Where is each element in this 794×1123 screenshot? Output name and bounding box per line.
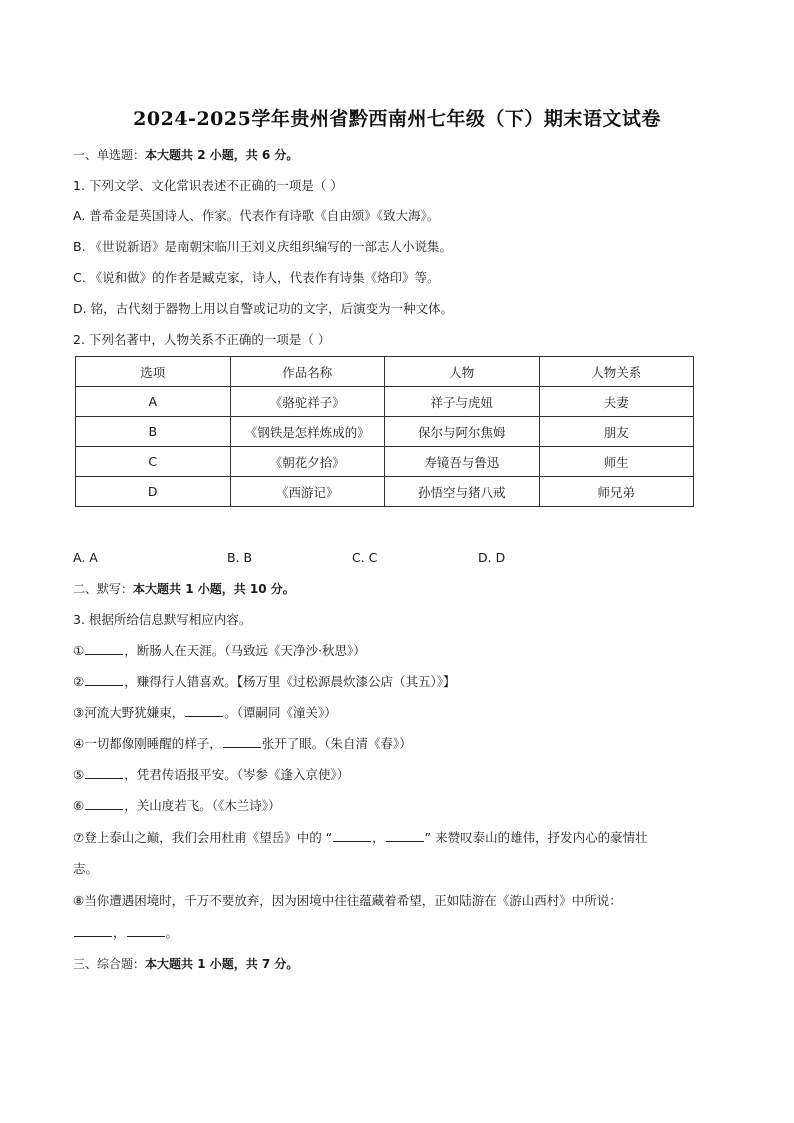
- q3-line-7: [73, 829, 648, 847]
- line-text: ②: [73, 674, 85, 689]
- line-text: 。（谭嗣同《潼关》）: [224, 705, 337, 720]
- line-text: 张开了眼。（朱自清《春》）: [261, 736, 412, 751]
- table-header-cell: 选项: [76, 357, 231, 387]
- table-cell: 祥子与虎妞: [385, 387, 540, 417]
- q2-option-c: C. C: [352, 550, 378, 565]
- q1-option-d: D. 铭，古代刻于器物上用以自警或记功的文字，后演变为一种文体。: [73, 301, 454, 316]
- section-2-desc: 本大题共 1 小题，共 10 分。: [133, 582, 295, 596]
- q1-option-c: C. 《说和做》的作者是臧克家，诗人，代表作有诗集《烙印》等。: [73, 270, 440, 285]
- q2-option-b: B. B: [227, 550, 253, 565]
- q2-option-a: A. A: [73, 550, 98, 565]
- answer-blank[interactable]: [386, 829, 424, 842]
- line-text: ①: [73, 643, 85, 658]
- table-row: [76, 477, 694, 507]
- q3-line-4: [73, 735, 412, 753]
- answer-blank[interactable]: [223, 735, 261, 748]
- q1-option-a: A. 普希金是英国诗人、作家。代表作有诗歌《自由颂》《致大海》。: [73, 208, 440, 223]
- table-header-cell: 作品名称: [230, 357, 385, 387]
- line-text: ，: [113, 925, 126, 940]
- table-row: [76, 417, 694, 447]
- line-text: 。: [165, 925, 179, 940]
- table-cell: 朋友: [539, 417, 694, 447]
- q3-line-6: [73, 797, 280, 815]
- table-header-cell: 人物关系: [539, 357, 694, 387]
- line-text: ⑦登上泰山之巅，我们会用杜甫《望岳》中的 “: [73, 830, 333, 845]
- q3-line-5: [73, 766, 349, 784]
- table-cell: 《西游记》: [230, 477, 385, 507]
- relation-table: [75, 356, 694, 507]
- line-text: ④一切都像刚睡醒的样子，: [73, 736, 222, 751]
- answer-blank[interactable]: [185, 704, 223, 717]
- table-cell: C: [76, 447, 231, 477]
- line-text: ” 来赞叹泰山的雄伟，抒发内心的豪情壮: [424, 830, 648, 845]
- q3-line-2: [73, 673, 455, 691]
- q3-line-8-answers: [73, 924, 178, 942]
- table-cell: 夫妻: [539, 387, 694, 417]
- table-cell: 《朝花夕拾》: [230, 447, 385, 477]
- answer-blank[interactable]: [85, 797, 123, 810]
- table-row: [76, 387, 694, 417]
- section-3-heading: [73, 955, 298, 973]
- q3-line-7-cont: 志。: [73, 861, 99, 876]
- section-2-heading: [73, 580, 295, 598]
- line-text: ，: [372, 830, 385, 845]
- section-3-label: 三、综合题：: [73, 957, 146, 971]
- table-cell: 师生: [539, 447, 694, 477]
- table-cell: 《骆驼祥子》: [230, 387, 385, 417]
- line-text: ，凭君传语报平安。（岑参《逢入京使》）: [124, 767, 350, 782]
- section-2-label: 二、默写：: [73, 582, 134, 596]
- table-cell: 保尔与阿尔焦姆: [385, 417, 540, 447]
- q2-option-d: D. D: [478, 550, 506, 565]
- table-header-cell: 人物: [385, 357, 540, 387]
- table-cell: 寿镜吾与鲁迅: [385, 447, 540, 477]
- q1-option-b: B. 《世说新语》是南朝宋临川王刘义庆组织编写的一部志人小说集。: [73, 239, 453, 254]
- table-header-row: [76, 357, 694, 387]
- table-cell: 师兄弟: [539, 477, 694, 507]
- answer-blank[interactable]: [85, 642, 123, 655]
- answer-blank[interactable]: [85, 766, 123, 779]
- section-1-desc: 本大题共 2 小题，共 6 分。: [145, 148, 299, 162]
- answer-blank[interactable]: [85, 673, 123, 686]
- line-text: ，赚得行人错喜欢。【杨万里《过松源晨炊漆公店（其五）》】: [124, 674, 456, 689]
- line-text: ，关山度若飞。（《木兰诗》）: [124, 798, 281, 813]
- q3-line-3: [73, 704, 337, 722]
- line-text: ⑥: [73, 798, 85, 813]
- answer-blank[interactable]: [74, 924, 112, 937]
- page-title: 2024-2025学年贵州省黔西南州七年级（下）期末语文试卷: [133, 108, 661, 130]
- line-text: ⑤: [73, 767, 85, 782]
- table-cell: B: [76, 417, 231, 447]
- table-cell: A: [76, 387, 231, 417]
- q3-line-1: [73, 642, 366, 660]
- table-cell: 孙悟空与猪八戒: [385, 477, 540, 507]
- table-row: [76, 447, 694, 477]
- line-text: ，断肠人在天涯。（马致远《天净沙·秋思》）: [124, 643, 366, 658]
- table-cell: 《钢铁是怎样炼成的》: [230, 417, 385, 447]
- section-3-desc: 本大题共 1 小题，共 7 分。: [145, 957, 299, 971]
- answer-blank[interactable]: [333, 829, 371, 842]
- q1-stem: 1. 下列文学、文化常识表述不正确的一项是（ ）: [73, 178, 343, 193]
- line-text: ③河流大野犹嫌束，: [73, 705, 185, 720]
- q3-stem: 3. 根据所给信息默写相应内容。: [73, 612, 252, 627]
- section-1-heading: [73, 146, 298, 164]
- q2-stem: 2. 下列名著中，人物关系不正确的一项是（ ）: [73, 332, 331, 347]
- section-1-label: 一、单选题：: [73, 148, 146, 162]
- answer-blank[interactable]: [127, 924, 165, 937]
- q3-line-8: ⑧当你遭遇困境时，千万不要放弃，因为困境中往往蕴藏着希望，正如陆游在《游山西村》中所说：: [73, 893, 622, 908]
- table-cell: D: [76, 477, 231, 507]
